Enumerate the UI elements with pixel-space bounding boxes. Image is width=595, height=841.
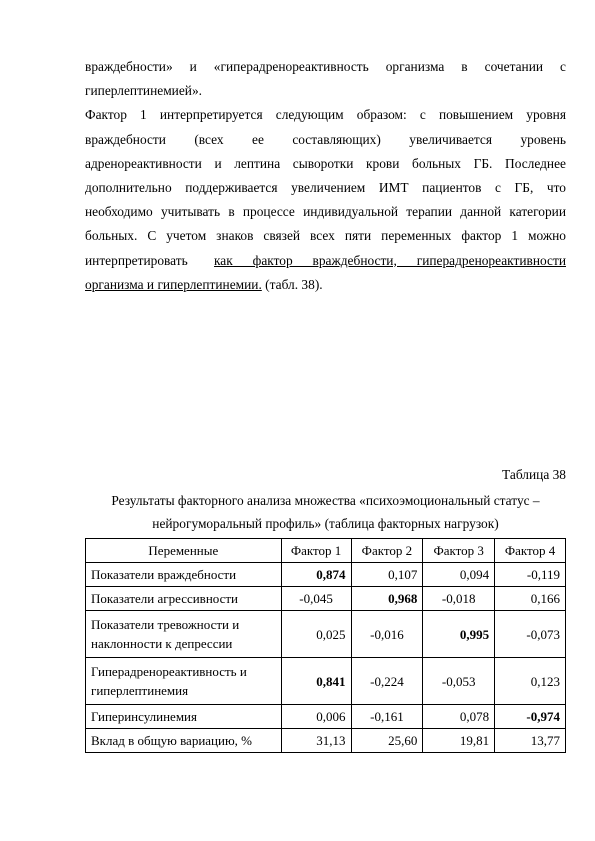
text-line xyxy=(85,273,566,297)
row-label xyxy=(86,611,282,658)
text-line: больных. С учетом знаков связей всех пяти переменных фактор 1 можно xyxy=(85,228,566,244)
text-segment: (табл. 38). xyxy=(261,276,323,292)
table-caption: Таблица 38 xyxy=(502,467,566,482)
text-line: враждебности» и «гиперадренореактивность организма в сочетании с xyxy=(85,59,566,74)
column-header: Фактор 3 xyxy=(423,539,495,563)
row-label: Показатели враждебности xyxy=(86,563,282,587)
table-row xyxy=(86,729,566,753)
table-row xyxy=(86,705,566,729)
table-cell: 19,81 xyxy=(423,729,495,753)
row-label-line: наклонности к депрессии xyxy=(91,636,233,651)
table-cell: -0,073 xyxy=(495,611,566,658)
table-title-line: нейрогуморальный профиль» (таблица факторных нагрузок) xyxy=(152,516,499,531)
row-label: Вклад в общую вариацию, % xyxy=(86,729,282,753)
factor-loadings-table xyxy=(85,538,566,753)
underlined-text: как фактор враждебности, гиперадренореактивности xyxy=(214,252,566,268)
table-row xyxy=(86,563,566,587)
table-row xyxy=(86,658,566,705)
table-cell: 0,841 xyxy=(281,658,351,705)
text-line: Фактор 1 интерпретируется следующим образом: с повышением уровня xyxy=(85,107,566,123)
text-line: дополнительно поддерживается увеличением ИМТ пациентов с ГБ, что xyxy=(85,179,566,195)
table-cell: 0,995 xyxy=(423,611,495,658)
table-title xyxy=(85,489,566,535)
table-cell: 0,123 xyxy=(495,658,566,705)
row-label: Гиперинсулинемия xyxy=(86,705,282,729)
table-cell: -0,045 xyxy=(281,587,351,611)
text-line: враждебности (всех ее составляющих) увеличивается уровень xyxy=(85,131,566,147)
table-row xyxy=(86,587,566,611)
table-cell: 0,025 xyxy=(281,611,351,658)
column-header: Фактор 4 xyxy=(495,539,566,563)
table-cell: 0,107 xyxy=(351,563,423,587)
column-header: Переменные xyxy=(86,539,282,563)
table-cell: -0,016 xyxy=(351,611,423,658)
table-cell: 0,078 xyxy=(423,705,495,729)
table-cell: 0,094 xyxy=(423,563,495,587)
table-cell: -0,974 xyxy=(495,705,566,729)
row-label-line: Гиперадренореактивность и xyxy=(91,664,247,679)
table-cell: 0,166 xyxy=(495,587,566,611)
table-cell: 0,968 xyxy=(351,587,423,611)
text-line: адренореактивности и лептина сыворотки крови больных ГБ. Последнее xyxy=(85,155,566,171)
table-cell: 25,60 xyxy=(351,729,423,753)
row-label: Показатели агрессивности xyxy=(86,587,282,611)
table-cell: -0,224 xyxy=(351,658,423,705)
underlined-text: организма и гиперлептинемии. xyxy=(85,276,262,292)
row-label xyxy=(86,658,282,705)
column-header: Фактор 2 xyxy=(351,539,423,563)
table-cell: 0,006 xyxy=(281,705,351,729)
table-cell: 31,13 xyxy=(281,729,351,753)
text-line xyxy=(85,249,566,273)
table-cell: -0,053 xyxy=(423,658,495,705)
text-segment: интерпретировать xyxy=(85,252,188,268)
row-label-line: Показатели тревожности и xyxy=(91,617,240,632)
table-cell: -0,018 xyxy=(423,587,495,611)
text-line: необходимо учитывать в процессе индивидуальной терапии данной категории xyxy=(85,204,566,220)
table-cell: -0,161 xyxy=(351,705,423,729)
column-header: Фактор 1 xyxy=(281,539,351,563)
table-header-row xyxy=(86,539,566,563)
row-label-line: гиперлептинемия xyxy=(91,683,189,698)
text-line: гиперлептинемией». xyxy=(85,83,202,99)
table-cell: -0,119 xyxy=(495,563,566,587)
table-cell: 13,77 xyxy=(495,729,566,753)
table-row xyxy=(86,611,566,658)
table-cell: 0,874 xyxy=(281,563,351,587)
table-title-line: Результаты факторного анализа множества «психоэмоциональный статус – xyxy=(111,493,540,508)
body-paragraph xyxy=(85,55,566,297)
